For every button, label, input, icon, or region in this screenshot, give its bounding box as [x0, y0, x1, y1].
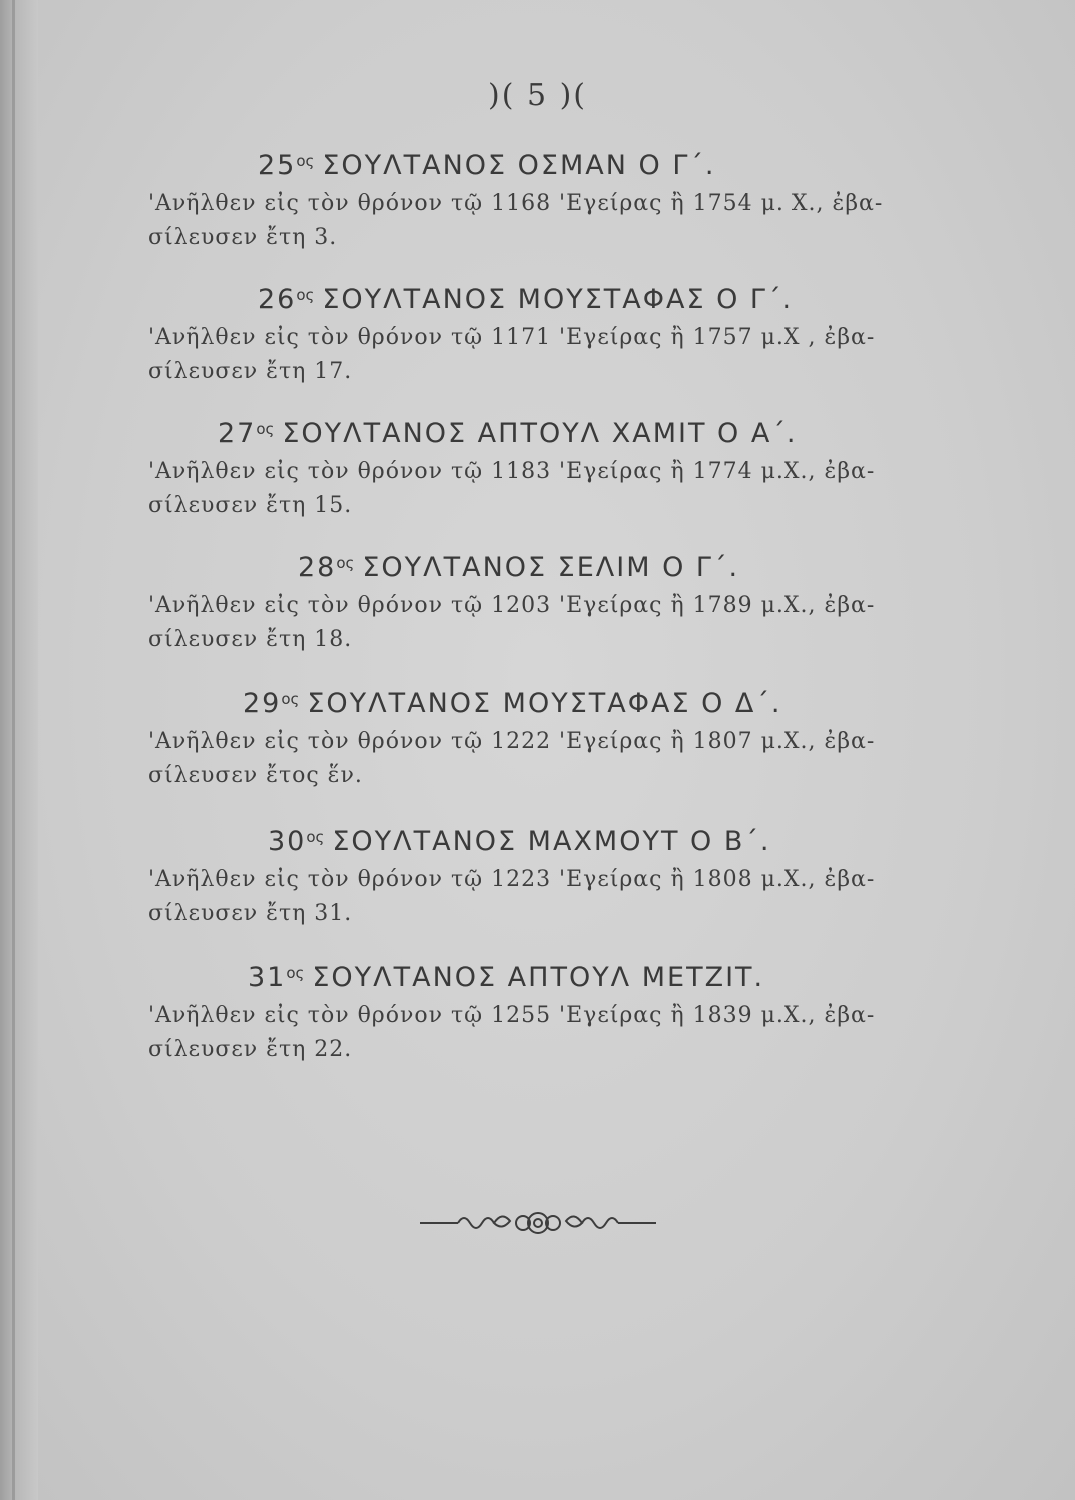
page-number: )( 5 )(	[488, 78, 587, 113]
entry-heading: $28^{o\varsigma}$ ΣΟΥΛΤΑΝΟΣ ΣΕΛΙΜ Ο Γ΄.	[298, 552, 740, 583]
entry-text-line: 'Ανῆλθεν εἰς τὸν θρόνον τῷ 1183 'Εγείρας ἢ 1774 μ.Χ., ἐβα-	[148, 459, 876, 484]
entry-heading: $29^{o\varsigma}$ ΣΟΥΛΤΑΝΟΣ ΜΟΥΣΤΑΦΑΣ Ο Δ΄.	[243, 688, 782, 719]
sultan-entry	[148, 688, 948, 793]
entry-text-line: σίλευσεν ἔτη 22.	[148, 1037, 353, 1062]
entry-text-line: σίλευσεν ἔτη 15.	[148, 493, 353, 518]
entry-text-line: 'Ανῆλθεν εἰς τὸν θρόνον τῷ 1171 'Εγείρας ἢ 1757 μ.Χ , ἐβα-	[148, 325, 876, 350]
entry-heading: $31^{o\varsigma}$ ΣΟΥΛΤΑΝΟΣ ΑΠΤΟΥΛ ΜΕΤΖΙΤ.	[248, 962, 765, 993]
entry-text-line: 'Ανῆλθεν εἰς τὸν θρόνον τῷ 1168 'Εγείρας ἢ 1754 μ. Χ., ἐβα-	[148, 191, 884, 216]
entry-heading: $30^{o\varsigma}$ ΣΟΥΛΤΑΝΟΣ ΜΑΧΜΟΥΤ Ο Β΄.	[268, 826, 771, 857]
entry-text-line: σίλευσεν ἔτη 3.	[148, 225, 338, 250]
entry-text-line: σίλευσεν ἔτη 31.	[148, 901, 353, 926]
page-gutter	[0, 0, 38, 1500]
binding-edge	[12, 0, 15, 1500]
entry-text-line: σίλευσεν ἔτη 18.	[148, 627, 353, 652]
entry-text-line: 'Ανῆλθεν εἰς τὸν θρόνον τῷ 1203 'Εγείρας ἢ 1789 μ.Χ., ἐβα-	[148, 593, 876, 618]
sultan-entry	[148, 826, 948, 931]
entry-heading: $27^{o\varsigma}$ ΣΟΥΛΤΑΝΟΣ ΑΠΤΟΥΛ ΧΑΜΙΤ Ο Α΄.	[218, 418, 798, 449]
sultan-entry	[148, 552, 948, 657]
decorative-ornament	[0, 1208, 1075, 1245]
entry-text-line: 'Ανῆλθεν εἰς τὸν θρόνον τῷ 1222 'Εγείρας ἢ 1807 μ.Χ., ἐβα-	[148, 729, 876, 754]
entry-heading: $25^{o\varsigma}$ ΣΟΥΛΤΑΝΟΣ ΟΣΜΑΝ Ο Γ΄.	[258, 150, 716, 181]
flourish-icon	[418, 1208, 658, 1238]
sultan-entry	[148, 284, 948, 389]
sultan-entry	[148, 418, 948, 523]
sultan-entry	[148, 962, 948, 1067]
entry-text-line: σίλευσεν ἔτος ἕν.	[148, 763, 363, 788]
sultan-entry	[148, 150, 948, 255]
entry-heading: $26^{o\varsigma}$ ΣΟΥΛΤΑΝΟΣ ΜΟΥΣΤΑΦΑΣ Ο Γ΄.	[258, 284, 794, 315]
entry-text-line: 'Ανῆλθεν εἰς τὸν θρόνον τῷ 1223 'Εγείρας ἢ 1808 μ.Χ., ἐβα-	[148, 867, 876, 892]
entry-text-line: σίλευσεν ἔτη 17.	[148, 359, 353, 384]
entry-text-line: 'Ανῆλθεν εἰς τὸν θρόνον τῷ 1255 'Εγείρας ἢ 1839 μ.Χ., ἐβα-	[148, 1003, 876, 1028]
